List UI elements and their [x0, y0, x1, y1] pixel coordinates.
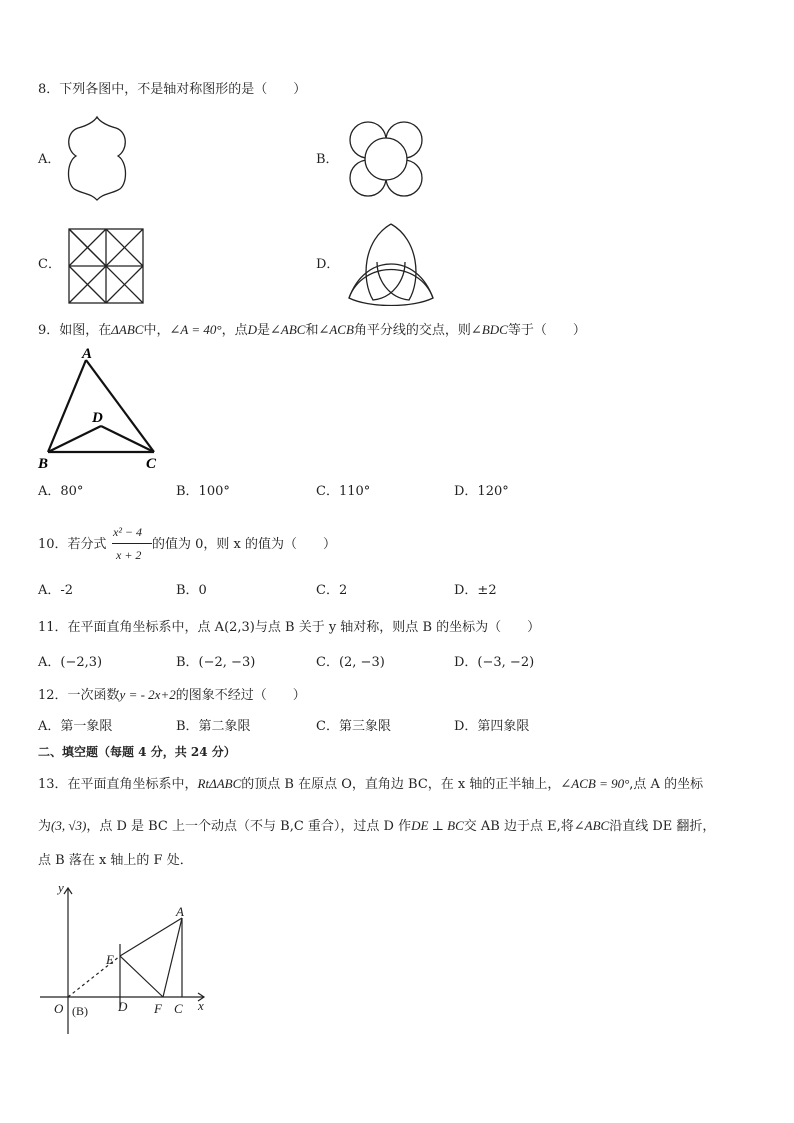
q8-figure-b — [343, 118, 429, 204]
q13-line2: 为(3, √3)，点 D 是 BC 上一个动点（不与 B,C 重合），过点 D 作DE ⊥ BC交 AB 边于点 E,将∠ABC沿直线 DE 翻折， — [38, 818, 716, 834]
q10-option-a: A．-2 — [38, 583, 74, 598]
q8-figure-d — [343, 220, 439, 306]
q13-coordinate-figure — [36, 876, 216, 1038]
q11-option-d: D．(−3, −2) — [454, 655, 535, 670]
q13-label-f: F — [154, 1001, 162, 1016]
q13-label-o: O — [54, 1001, 64, 1016]
q10-denominator: x + 2 — [116, 548, 142, 562]
q8-option-a-label: A． — [38, 152, 61, 167]
q8-stem: 8．下列各图中，不是轴对称图形的是（ ） — [38, 82, 307, 97]
q12-option-a: A．第一象限 — [38, 719, 113, 734]
q10-fraction-bar — [112, 543, 152, 544]
q12-option-d: D．第四象限 — [454, 719, 530, 734]
q8-option-b-label: B． — [316, 152, 339, 167]
q11-option-c: C．(2, −3) — [316, 655, 385, 670]
q8-option-d-label: D． — [316, 257, 340, 272]
q13-label-c: C — [174, 1001, 183, 1016]
q10-option-c: C．2 — [316, 583, 348, 598]
q11-stem: 11．在平面直角坐标系中，点 A(2,3)与点 B 关于 y 轴对称，则点 B 的坐标为（ ） — [38, 620, 541, 635]
q9-option-d: D．120° — [454, 484, 509, 499]
q10-prefix: 10．若分式 — [38, 537, 107, 552]
q13-label-a: A — [176, 904, 184, 919]
q12-stem: 12．一次函数y = - 2x+2的图象不经过（ ） — [38, 687, 306, 703]
q13-label-b: (B) — [72, 1004, 88, 1018]
q9-triangle-figure — [34, 346, 164, 472]
q13-label-x: x — [198, 998, 204, 1013]
q9-label-b: B — [38, 456, 49, 472]
q13-label-d: D — [118, 999, 128, 1014]
q9-option-b: B．100° — [176, 484, 230, 499]
q12-option-b: B．第二象限 — [176, 719, 251, 734]
q9-label-a: A — [82, 346, 93, 362]
q9-stem: 9．如图，在ΔABC中，∠A = 40°，点D是∠ABC和∠ACB角平分线的交点，则∠BDC等于（ ） — [38, 322, 586, 338]
q9-option-c: C．110° — [316, 484, 371, 499]
q9-label-d: D — [92, 410, 103, 426]
q10-option-b: B．0 — [176, 583, 207, 598]
q11-option-b: B．(−2, −3) — [176, 655, 256, 670]
q13-line3: 点 B 落在 x 轴上的 F 处． — [38, 853, 193, 868]
q10-suffix: 的值为 0，则 x 的值为（ ） — [152, 537, 336, 552]
section-title-fill-in: 二、填空题（每题 4 分，共 24 分） — [38, 745, 236, 759]
q8-figure-a — [64, 114, 130, 202]
q13-line1: 13．在平面直角坐标系中，RtΔABC的顶点 B 在原点 O，直角边 BC，在 x 轴的正半轴上，∠ACB = 90°,点 A 的坐标 — [38, 776, 704, 792]
q8-figure-c — [68, 228, 144, 304]
q11-option-a: A．(−2,3) — [38, 655, 103, 670]
q9-label-c: C — [146, 456, 157, 472]
q12-option-c: C．第三象限 — [316, 719, 391, 734]
q9-option-a: A．80° — [38, 484, 84, 499]
q10-numerator: x² − 4 — [113, 525, 143, 539]
q13-label-y: y — [58, 880, 64, 895]
q10-option-d: D．±2 — [454, 583, 497, 598]
q13-label-e: E — [106, 952, 114, 967]
q8-option-c-label: C． — [38, 257, 61, 272]
